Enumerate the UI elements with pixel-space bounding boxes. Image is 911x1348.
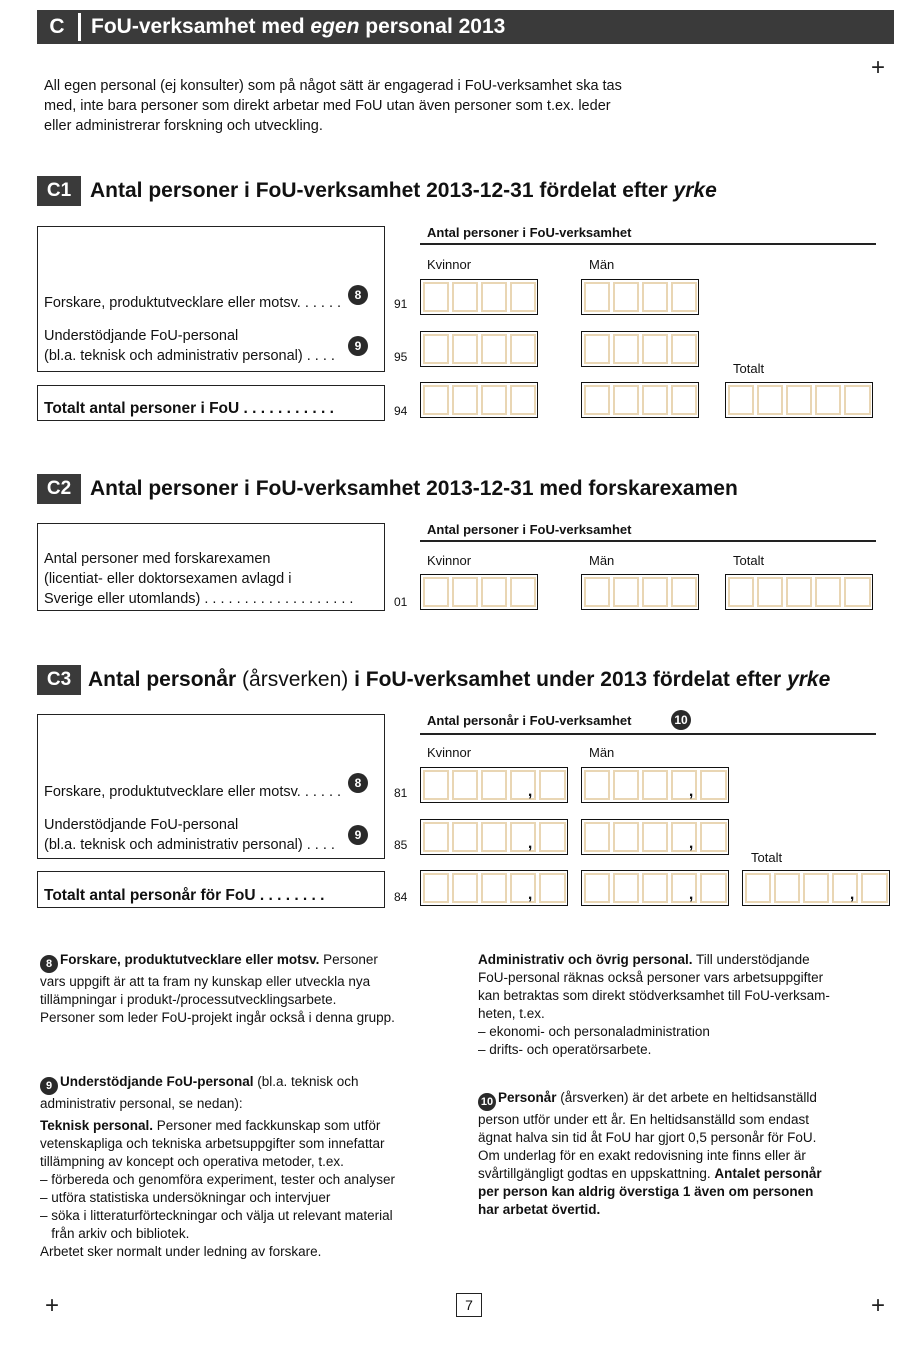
c1-badge: C1 bbox=[37, 176, 81, 206]
note-9: 9 Understödjande FoU-personal (bl.a. teknisk och administrativ personal, se nedan): Teknisk personal. Personer med fackkunskap som utför vetenskapliga och tekniska arbetsuppgifter som innefattar tillämpning av koncept och operativa metoder, t.ex. – förbereda och genomföra experiment, tester och analyser – utföra statistiska undersökningar och intervjuer – söka i litteraturförteckningar och välja ut relevant material från arkiv och bibliotek. Arbetet sker normalt under ledning av forskare. bbox=[40, 1074, 395, 1259]
note-8: 8 Forskare, produktutvecklare eller motsv. Personer vars uppgift är att ta fram ny kunskap eller utveckla nya tillämpningar i produkt-/processutvecklingsarbete. Personer som leder FoU-projekt ingår också i denna grupp. bbox=[40, 952, 395, 1025]
crop-mark-plus: + bbox=[45, 1292, 60, 1319]
c2-col-total: Totalt bbox=[733, 553, 765, 568]
note-8-icon: 8 bbox=[40, 955, 58, 973]
c1-row2-label-2: (bl.a. teknisk och administrativ personal) . . . . bbox=[44, 348, 335, 364]
c1-row2-men-input[interactable] bbox=[581, 331, 699, 367]
intro-text: All egen personal (ej konsulter) som på något sätt är engagerad i FoU-verksamhet ska tas med, inte bara personer som direkt arbetar med FoU utan även personer som t.ex. leder eller administrerar forskning och utveckling. bbox=[44, 78, 622, 134]
c3-row2-label-2: (bl.a. teknisk och administrativ personal) . . . . bbox=[44, 837, 335, 853]
c1-col-women: Kvinnor bbox=[427, 257, 472, 272]
c2-column-header: Antal personer i FoU-verksamhet bbox=[427, 522, 632, 537]
crop-mark-plus: + bbox=[871, 54, 886, 81]
c3-col-women: Kvinnor bbox=[427, 745, 472, 760]
c1-row1-men-input[interactable] bbox=[581, 279, 699, 315]
c2-row-code: 01 bbox=[394, 595, 408, 609]
c3-header-rule bbox=[420, 733, 876, 735]
note-administrative: Administrativ och övrig personal. Till understödjande FoU-personal räknas också personer vars arbetsuppgifter kan betraktas som direkt stödverksamhet till FoU-verksam- heten, t.ex. – ekonomi- och personaladministration – drifts- och operatörsarbete. bbox=[478, 952, 830, 1057]
c3-row2-code: 85 bbox=[394, 838, 408, 852]
c1-col-men: Män bbox=[589, 257, 615, 272]
c1-title: Antal personer i FoU-verksamhet 2013-12-31 fördelat efter yrke bbox=[90, 179, 717, 202]
note-8-marker: 8 bbox=[348, 773, 368, 793]
c2-total-input[interactable] bbox=[725, 574, 873, 610]
c1-total-total-input[interactable] bbox=[725, 382, 873, 418]
c1-total-code: 94 bbox=[394, 404, 408, 418]
c3-row2-men-input[interactable]: , bbox=[581, 819, 729, 855]
c3-title: Antal personår (årsverken) i FoU-verksamhet under 2013 fördelat efter yrke bbox=[88, 668, 831, 691]
c2-row-label-2: (licentiat- eller doktorsexamen avlagd i bbox=[44, 571, 292, 587]
crop-mark-plus: + bbox=[871, 1292, 886, 1319]
c2-badge: C2 bbox=[37, 474, 81, 504]
c1-col-total: Totalt bbox=[733, 361, 765, 376]
c2-col-women: Kvinnor bbox=[427, 553, 472, 568]
c1-header-rule bbox=[420, 243, 876, 245]
c2-col-men: Män bbox=[589, 553, 615, 568]
c3-total-total-input[interactable]: , bbox=[742, 870, 890, 906]
c3-col-men: Män bbox=[589, 745, 615, 760]
c1-row1-label: Forskare, produktutvecklare eller motsv. . . . . . bbox=[44, 295, 342, 311]
c2-header-rule bbox=[420, 540, 876, 542]
c3-total-men-input[interactable]: , bbox=[581, 870, 729, 906]
c3-column-header: Antal personår i FoU-verksamhet bbox=[427, 713, 632, 728]
note-10: 10 Personår (årsverken) är det arbete en heltidsanställd person utför under ett år. En heltidsanställd som endast ägnat halva sin tid åt FoU har gjort 0,5 personår för FoU. Om underlag för en exakt redovisning inte finns eller är svårtillgängligt godtas en uppskattning. Antalet personår per person kan aldrig överstiga 1 även om personen har arbetat övertid. bbox=[478, 1090, 822, 1217]
c3-total-label: Totalt antal personår för FoU . . . . . . . . bbox=[44, 887, 325, 904]
c3-row1-women-input[interactable]: , bbox=[420, 767, 568, 803]
c3-total-code: 84 bbox=[394, 890, 408, 904]
section-letter: C bbox=[49, 15, 65, 38]
c3-row2-women-input[interactable]: , bbox=[420, 819, 568, 855]
c2-men-input[interactable] bbox=[581, 574, 699, 610]
c2-title: Antal personer i FoU-verksamhet 2013-12-31 med forskarexamen bbox=[90, 477, 738, 500]
c3-total-women-input[interactable]: , bbox=[420, 870, 568, 906]
note-9-icon: 9 bbox=[40, 1077, 58, 1095]
c2-row-label-1: Antal personer med forskarexamen bbox=[44, 551, 271, 567]
note-10-marker: 10 bbox=[671, 710, 691, 730]
c2-row-label-3: Sverige eller utomlands) . . . . . . . . . . . . . . . . . . . bbox=[44, 591, 354, 607]
c1-row1-code: 91 bbox=[394, 297, 408, 311]
note-8-marker: 8 bbox=[348, 285, 368, 305]
page-number: 7 bbox=[456, 1293, 482, 1317]
note-9-marker: 9 bbox=[348, 825, 368, 845]
c3-row1-label: Forskare, produktutvecklare eller motsv. . . . . . bbox=[44, 784, 342, 800]
note-10-icon: 10 bbox=[478, 1093, 496, 1111]
c1-row2-code: 95 bbox=[394, 350, 408, 364]
c3-row1-code: 81 bbox=[394, 786, 408, 800]
c2-women-input[interactable] bbox=[420, 574, 538, 610]
c3-row1-men-input[interactable]: , bbox=[581, 767, 729, 803]
section-title: FoU-verksamhet med egen personal 2013 bbox=[91, 15, 506, 38]
c3-badge: C3 bbox=[37, 665, 81, 695]
header-divider bbox=[78, 13, 81, 41]
c1-column-header: Antal personer i FoU-verksamhet bbox=[427, 225, 632, 240]
c1-row2-label-1: Understödjande FoU-personal bbox=[44, 328, 239, 344]
c3-row2-label-1: Understödjande FoU-personal bbox=[44, 817, 239, 833]
c1-total-men-input[interactable] bbox=[581, 382, 699, 418]
c3-col-total: Totalt bbox=[751, 850, 783, 865]
c1-total-label: Totalt antal personer i FoU . . . . . . . . . . . bbox=[44, 400, 334, 417]
note-9-marker: 9 bbox=[348, 336, 368, 356]
c1-row1-women-input[interactable] bbox=[420, 279, 538, 315]
c1-total-women-input[interactable] bbox=[420, 382, 538, 418]
c1-row2-women-input[interactable] bbox=[420, 331, 538, 367]
